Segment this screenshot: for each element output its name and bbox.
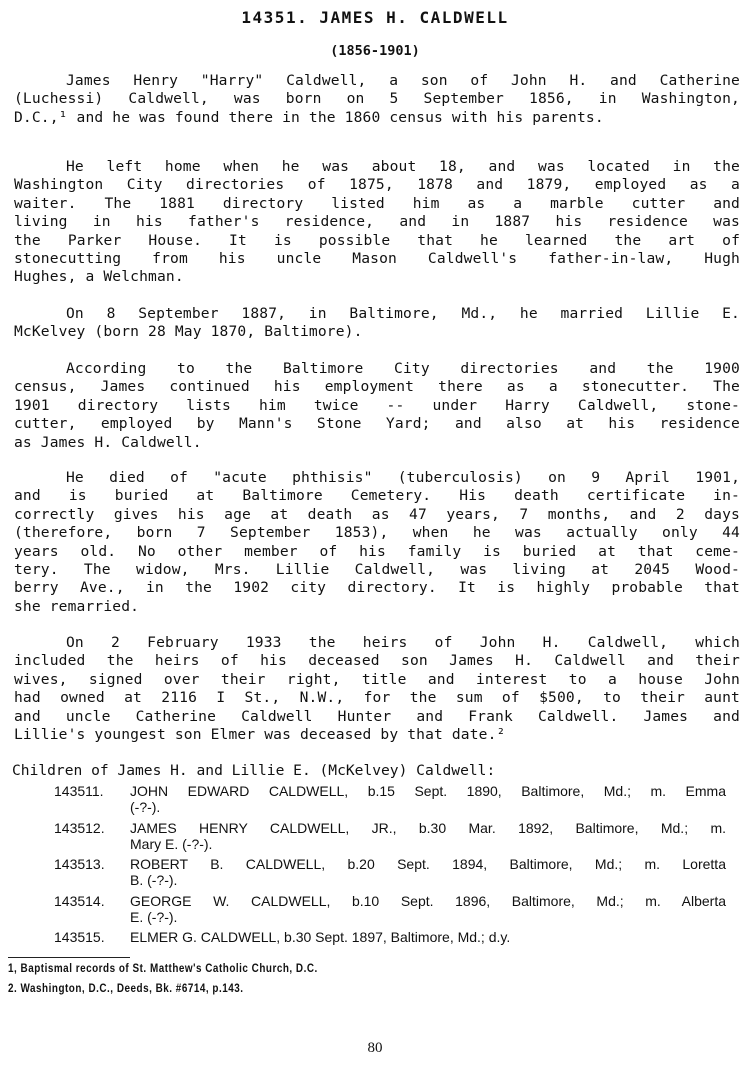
paragraph-marriage [14, 305, 740, 342]
text-line: 1901 directory lists him twice -- under Harry Caldwell, stone- [14, 396, 740, 414]
text-line: correctly gives his age at death as 47 years, 7 months, and 2 days [14, 505, 740, 523]
text-line: D.C.,¹ and he was found there in the 1860 census with his parents. [14, 108, 604, 126]
child-text-cont: (-?-). [130, 799, 161, 815]
footnote-divider [8, 957, 130, 958]
text-line: (Luchessi) Caldwell, was born on 5 September 1856, in Washington, [14, 90, 740, 108]
child-entry [54, 783, 726, 815]
text-line: Lillie's youngest son Elmer was deceased by that date.² [14, 726, 506, 744]
text-line: had owned at 2116 I St., N.W., for the sum of $500, to their aunt [14, 689, 740, 707]
child-number: 143511. [54, 783, 104, 799]
child-entry [54, 820, 726, 852]
text-line: McKelvey (born 28 May 1870, Baltimore). [14, 323, 363, 341]
text-line: census, James continued his employment there as a stonecutter. The [14, 378, 740, 396]
text-line: cutter, employed by Mann's Stone Yard; and also at his residence [14, 415, 740, 433]
text-line: Washington City directories of 1875, 1878 and 1879, employed as a [14, 176, 740, 194]
text-line: she remarried. [14, 597, 140, 615]
paragraph-birth [14, 72, 740, 127]
child-text: ROBERT B. CALDWELL, b.20 Sept. 1894, Baltimore, Md.; m. Loretta [130, 856, 726, 872]
child-text: JOHN EDWARD CALDWELL, b.15 Sept. 1890, Baltimore, Md.; m. Emma [130, 783, 726, 799]
text-line: He died of "acute phthisis" (tuberculosis) on 9 April 1901, [66, 469, 740, 486]
text-line: berry Ave., in the 1902 city directory. It is highly probable that [14, 579, 740, 597]
text-line: (therefore, born 7 September 1853), when he was actually only 44 [14, 524, 740, 542]
child-entry [54, 856, 726, 888]
text-line: years old. No other member of his family is buried at that ceme- [14, 542, 740, 560]
child-entry [54, 929, 726, 945]
text-line: James Henry "Harry" Caldwell, a son of John H. and Catherine [66, 72, 740, 89]
child-text-cont: B. (-?-). [130, 872, 178, 888]
text-line: living in his father's residence, and in 1887 his residence was [14, 213, 740, 231]
text-line: as James H. Caldwell. [14, 433, 202, 451]
text-line: wives, signed over their right, title and interest to a house John [14, 670, 740, 688]
text-line: and uncle Catherine Caldwell Hunter and Frank Caldwell. James and [14, 707, 740, 725]
text-line: On 8 September 1887, in Baltimore, Md., he married Lillie E. [66, 305, 740, 322]
text-line: According to the Baltimore City directories and the 1900 [66, 360, 740, 377]
footnote-2: 2. Washington, D.C., Deeds, Bk. #6714, p.143. [8, 983, 244, 995]
children-heading: Children of James H. and Lillie E. (McKelvey) Caldwell: [12, 762, 496, 779]
text-line: tery. The widow, Mrs. Lillie Caldwell, was living at 2045 Wood- [14, 561, 740, 579]
paragraph-early-career [14, 158, 740, 287]
child-number: 143512. [54, 820, 105, 836]
child-text-cont: E. (-?-). [130, 909, 178, 925]
page-number: 80 [367, 1040, 383, 1056]
page-title: 14351. JAMES H. CALDWELL [241, 8, 509, 27]
child-number: 143513. [54, 856, 105, 872]
paragraph-death [14, 469, 740, 616]
text-line: waiter. The 1881 directory listed him as a marble cutter and [14, 194, 740, 212]
child-text: GEORGE W. CALDWELL, b.10 Sept. 1896, Baltimore, Md.; m. Alberta [130, 893, 726, 909]
child-number: 143514. [54, 893, 105, 909]
child-text: ELMER G. CALDWELL, b.30 Sept. 1897, Baltimore, Md.; d.y. [130, 929, 511, 945]
child-number: 143515. [54, 929, 105, 945]
text-line: and is buried at Baltimore Cemetery. His death certificate in- [14, 487, 740, 505]
text-line: the Parker House. It is possible that he learned the art of [14, 231, 740, 249]
child-text-cont: Mary E. (-?-). [130, 836, 213, 852]
text-line: included the heirs of his deceased son James H. Caldwell and their [14, 652, 740, 670]
text-line: stonecutting from his uncle Mason Caldwell's father-in-law, Hugh [14, 250, 740, 268]
child-text: JAMES HENRY CALDWELL, JR., b.30 Mar. 1892, Baltimore, Md.; m. [130, 820, 726, 836]
paragraph-baltimore [14, 360, 740, 452]
text-line: Hughes, a Welchman. [14, 268, 184, 286]
text-line: On 2 February 1933 the heirs of John H. Caldwell, which [66, 634, 740, 651]
footnote-1: 1, Baptismal records of St. Matthew's Catholic Church, D.C. [8, 963, 318, 975]
life-dates: (1856-1901) [330, 43, 420, 59]
text-line: He left home when he was about 18, and was located in the [66, 158, 740, 175]
paragraph-heirs [14, 634, 740, 744]
child-entry [54, 893, 726, 925]
